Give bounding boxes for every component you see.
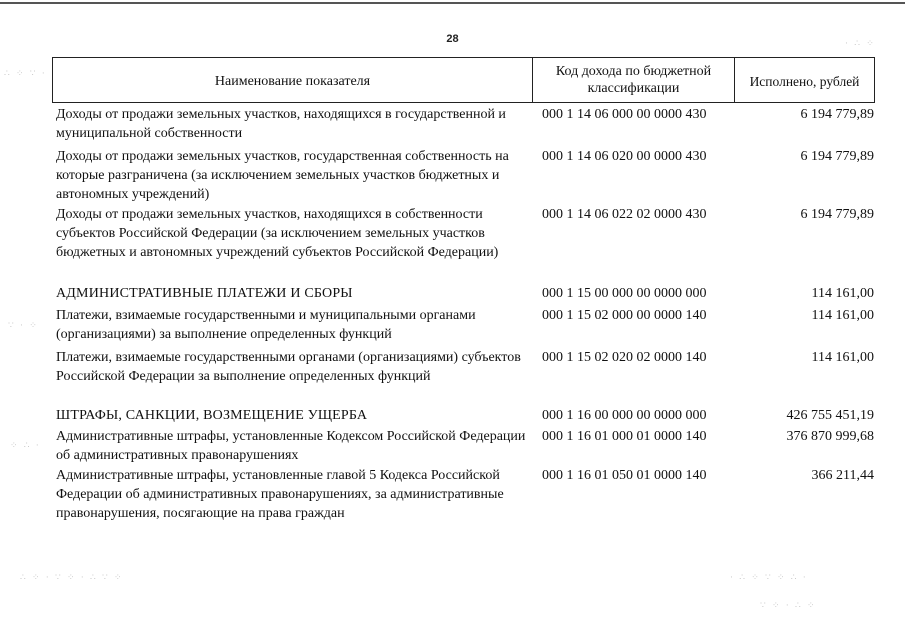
- top-border-line: [0, 2, 905, 4]
- row-code: 000 1 15 02 020 02 0000 140: [542, 350, 707, 365]
- row-amount: 426 755 451,19: [786, 408, 874, 423]
- row-amount: 114 161,00: [811, 286, 874, 301]
- row-name: Платежи, взимаемые государственными органами (организациями) субъектов Российской Федерации за выполнение определенных функций: [56, 350, 521, 384]
- row-amount: 6 194 779,89: [800, 107, 874, 122]
- row-name: Доходы от продажи земельных участков, находящихся в собственности субъектов Российской Федерации (за исключением земельных участков бюджетных и автономных учреждений субъектов Российской Федерации): [56, 207, 499, 260]
- row-amount: 6 194 779,89: [800, 207, 874, 222]
- row-amount: 114 161,00: [811, 350, 874, 365]
- row-name: Доходы от продажи земельных участков, находящихся в государственной и муниципальной собственности: [56, 107, 506, 141]
- scan-noise: ⁘ ∴ ·: [10, 440, 41, 450]
- scan-noise: ∵ · ⁘: [8, 320, 39, 330]
- page-number: 28: [446, 33, 459, 45]
- row-code: 000 1 16 01 000 01 0000 140: [542, 429, 707, 444]
- row-code: 000 1 16 01 050 01 0000 140: [542, 468, 707, 483]
- row-amount: 366 211,44: [811, 468, 874, 483]
- scan-noise: · ∴ ⁘: [845, 38, 876, 48]
- row-amount: 114 161,00: [811, 308, 874, 323]
- scan-noise: ∴ ⁘ ∵ ·: [4, 68, 47, 78]
- scan-noise: ∵ ⁘ · ∴ ⁘: [760, 600, 817, 610]
- table-header: [52, 57, 875, 103]
- header-code: Код дохода по бюджетной классификации: [533, 58, 735, 102]
- header-name: Наименование показателя: [53, 58, 533, 102]
- row-name: Административные штрафы, установленные главой 5 Кодекса Российской Федерации об административных правонарушениях, за административные правонарушения, посягающие на права граждан: [56, 468, 504, 521]
- row-name: АДМИНИСТРАТИВНЫЕ ПЛАТЕЖИ И СБОРЫ: [56, 286, 353, 301]
- row-code: 000 1 14 06 020 00 0000 430: [542, 149, 707, 164]
- scan-noise: · ∴ ⁘ ∵ ⁘ ∴ ·: [730, 572, 808, 582]
- scan-noise: ∴ ⁘ · ∵ ⁘ · ∴ ∵ ⁘: [20, 572, 124, 582]
- row-name: Доходы от продажи земельных участков, государственная собственность на которые разграничена (за исключением земельных участков бюджетных и автономных учреждений): [56, 149, 509, 202]
- row-code: 000 1 14 06 000 00 0000 430: [542, 107, 707, 122]
- row-name: Платежи, взимаемые государственными и муниципальными органами (организациями) за выполнение определенных функций: [56, 308, 476, 342]
- header-amount: Исполнено, рублей: [749, 73, 860, 89]
- row-name: ШТРАФЫ, САНКЦИИ, ВОЗМЕЩЕНИЕ УЩЕРБА: [56, 408, 368, 423]
- row-amount: 6 194 779,89: [800, 149, 874, 164]
- row-amount: 376 870 999,68: [786, 429, 874, 444]
- row-code: 000 1 16 00 000 00 0000 000: [542, 408, 707, 423]
- row-code: 000 1 15 00 000 00 0000 000: [542, 286, 707, 301]
- row-code: 000 1 15 02 000 00 0000 140: [542, 308, 707, 323]
- row-code: 000 1 14 06 022 02 0000 430: [542, 207, 707, 222]
- row-name: Административные штрафы, установленные Кодексом Российской Федерации об административных правонарушениях: [56, 429, 526, 463]
